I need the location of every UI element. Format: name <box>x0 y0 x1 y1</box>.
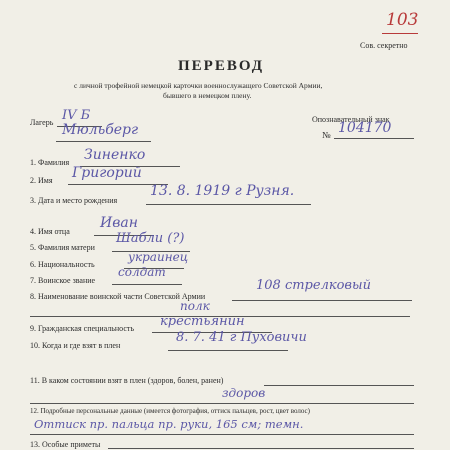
field-12-value: Оттиск пр. пальца пр. руки, 165 см; темн. <box>34 417 304 431</box>
field-8-value: 108 стрелковый <box>256 278 371 293</box>
field-3-underline <box>146 204 311 205</box>
id-value: 104170 <box>338 120 392 136</box>
camp-place: Мюльберг <box>62 122 139 138</box>
field-11-value: здоров <box>222 386 266 400</box>
field-3-label: 3. Дата и место рождения <box>30 196 118 205</box>
field-1-value: Зиненко <box>84 147 146 163</box>
field-7-value: солдат <box>118 265 166 279</box>
field-2-value: Григорий <box>72 165 142 181</box>
field-13-label: 13. Особые приметы <box>30 440 101 449</box>
field-5-value: Шабли (?) <box>116 231 185 246</box>
field-11-label: 11. В каком состоянии взят в плен (здоров, болен, ранен) <box>30 376 224 385</box>
page-number-underline <box>382 33 418 34</box>
field-8-underline <box>232 300 412 301</box>
field-5-label: 5. Фамилия матери <box>30 243 95 252</box>
field-7-underline <box>112 284 182 285</box>
field-9-label: 9. Гражданская специальность <box>30 324 135 333</box>
id-prefix: № <box>322 130 331 140</box>
camp-label: Лагерь <box>30 118 54 127</box>
field-9-value: крестьянин <box>160 314 245 329</box>
field-11-underline-2 <box>30 403 414 404</box>
field-8-value-continued: полк <box>180 299 210 313</box>
subtitle-line-2: бывшего в немецком плену. <box>163 91 252 100</box>
page-title: ПЕРЕВОД <box>178 58 265 74</box>
field-7-label: 7. Воинское звание <box>30 276 96 285</box>
secrecy-stamp: Сов. секретно <box>360 41 408 50</box>
id-label: Опознавательный знак <box>312 115 390 124</box>
field-8-label: 8. Наименование воинской части Советской Армии <box>30 292 206 301</box>
field-12-label: 12. Подробные персональные данные (имеется фотография, оттиск пальцев, рост, цвет волос) <box>30 407 310 415</box>
field-2-label: 2. Имя <box>30 176 53 185</box>
field-10-label: 10. Когда и где взят в плен <box>30 341 121 350</box>
field-13-underline <box>108 448 414 449</box>
page-number: 103 <box>386 10 419 30</box>
id-underline <box>334 138 414 139</box>
field-3-value: 13. 8. 1919 г Рузня. <box>150 183 295 199</box>
field-6-label: 6. Национальность <box>30 260 95 269</box>
field-6-value: украинец <box>128 250 189 264</box>
field-4-label: 4. Имя отца <box>30 227 70 236</box>
subtitle-line-1: с личной трофейной немецкой карточки военнослужащего Советской Армии, <box>74 81 323 90</box>
camp-place-underline <box>56 141 151 142</box>
field-12-underline <box>30 434 414 435</box>
field-10-underline <box>168 350 288 351</box>
field-1-label: 1. Фамилия <box>30 158 70 167</box>
field-4-value: Иван <box>100 215 138 231</box>
camp-value: IV Б <box>62 108 91 123</box>
field-11-underline <box>264 385 414 386</box>
field-10-value: 8. 7. 41 г Пуховичи <box>176 330 307 345</box>
